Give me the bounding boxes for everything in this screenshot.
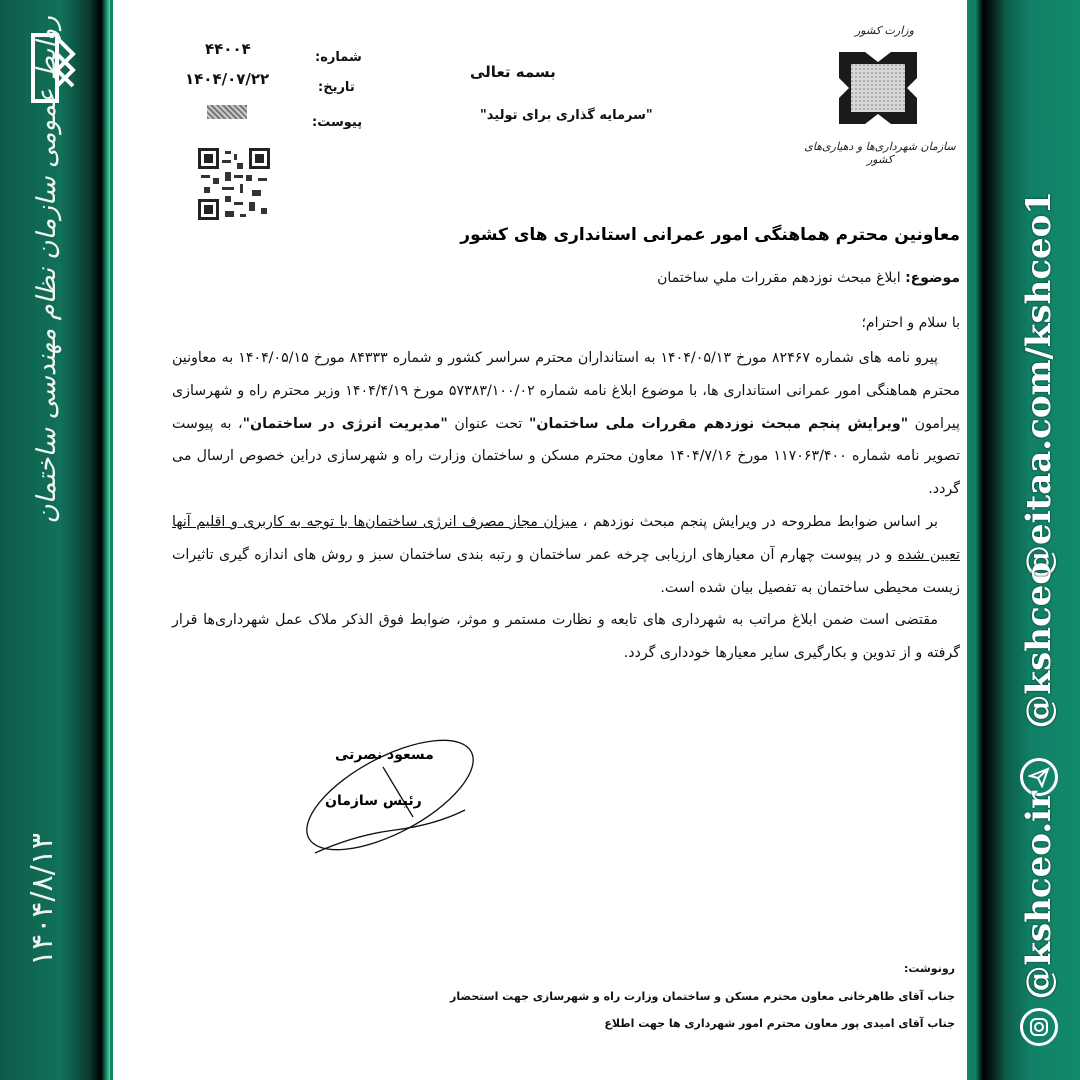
signer-name: مسعود نصرتی <box>335 747 434 763</box>
number-label: شماره: <box>315 50 362 65</box>
cc-label: رونوشت: <box>903 962 955 975</box>
letter-body <box>172 342 960 670</box>
ministry-emblem-icon <box>835 48 921 128</box>
date-value: ۱۴۰۴/۰۷/۲۲ <box>185 70 270 88</box>
website-link[interactable]: @kshceo.ir <box>1019 790 1059 1000</box>
organization-name: سازمان شهرداری‌ها و دهیاری‌های کشور <box>804 140 956 166</box>
attachment-label: پیوست: <box>312 115 363 130</box>
left-banner <box>0 0 110 1080</box>
subject-text: ابلاغ مبحث نوزدهم مقررات ملي ساختمان <box>657 270 901 286</box>
qr-code <box>195 145 273 223</box>
paragraph-3: مقتضی است ضمن ابلاغ مراتب به شهرداری های تابعه و نظارت مستمر و موثر، ضوابط فوق الذکر ملاک عمل شهرداری‌ها قرار گرفته و از تدوین و بکارگیری سایر معیارها خودداری گردد. <box>172 612 960 662</box>
paragraph-1: پیرو نامه های شماره ۸۲۴۶۷ مورخ ۱۴۰۴/۰۵/۱۳ به استانداران محترم سراسر کشور و شماره ۸۴۳۳۳ مورخ ۱۴۰۴/۰۵/۱۵ به معاونین محترم هماهنگی امور عمرانی استانداری ها، با موضوع ابلاغ نامه شماره ۵۷۳۸۳/۱۰۰/۰۲ مورخ ۱۴۰۴/۴/۱۹ وزیر محترم راه و شهرسازی پیرامون "ویرایش پنجم مبحث نوزدهم مقررات ملی ساختمان" تحت عنوان "مدیریت انرژی در ساختمان"، به پیوست تصویر نامه شماره ۱۱۷۰۶۳/۴۰۰ مورخ ۱۴۰۴/۷/۱۶ معاون محترم مسکن و ساختمان وزارت راه و شهرسازی دراین خصوص ارسال می گردد. <box>172 350 961 498</box>
date-label: تاریخ: <box>318 80 355 95</box>
left-date: ۱۴۰۴/۸/۱۳ <box>24 833 60 967</box>
number-value: ۴۴۰۰۴ <box>205 40 251 58</box>
greeting: با سلام و احترام؛ <box>861 315 960 331</box>
eitaa-link[interactable]: @eitaa.com/kshceo1 <box>1019 191 1059 580</box>
subject-label: موضوع: <box>905 270 960 286</box>
subject-line <box>657 270 960 286</box>
telegram-handle[interactable]: @kshceo <box>1019 561 1059 729</box>
ministry-name: وزارت کشور <box>855 24 914 37</box>
social-links <box>1012 191 1066 1070</box>
instagram-icon[interactable] <box>1020 1008 1058 1046</box>
recipient: معاونین محترم هماهنگی امور عمرانی استانداری های کشور <box>460 225 960 245</box>
cc-line-1: جناب آقای طاهرخانی معاون محترم مسکن و ساختمان وزارت راه و شهرسازی جهت استحضار <box>450 990 955 1003</box>
basmala: بسمه تعالی <box>470 63 556 81</box>
left-slogan: روابط عمومی سازمان نظام مهندسی ساختمان <box>32 16 62 524</box>
signer-title: رئیس سازمان <box>325 793 422 809</box>
attachment-stamp <box>207 105 247 119</box>
motto: "سرمایه گذاری برای تولید" <box>480 108 653 123</box>
cc-line-2: جناب آقای امیدی پور معاون محترم امور شهرداری ها جهت اطلاع <box>604 1017 955 1030</box>
paragraph-2: بر اساس ضوابط مطروحه در ویرایش پنجم مبحث نوزدهم ، میزان مجاز مصرف انرژی ساختمان‌ها با توجه به کاربری و اقلیم آنها تعیین شده و در پیوست چهارم آن معیارهای ارزیابی چرخه عمر ساختمان و رتبه بندی ساختمان سبز و روش های اندازه گیری تاثیرات زیست محیطی ساختمان به تفصیل بیان شده است. <box>172 513 960 596</box>
signature <box>295 725 485 875</box>
